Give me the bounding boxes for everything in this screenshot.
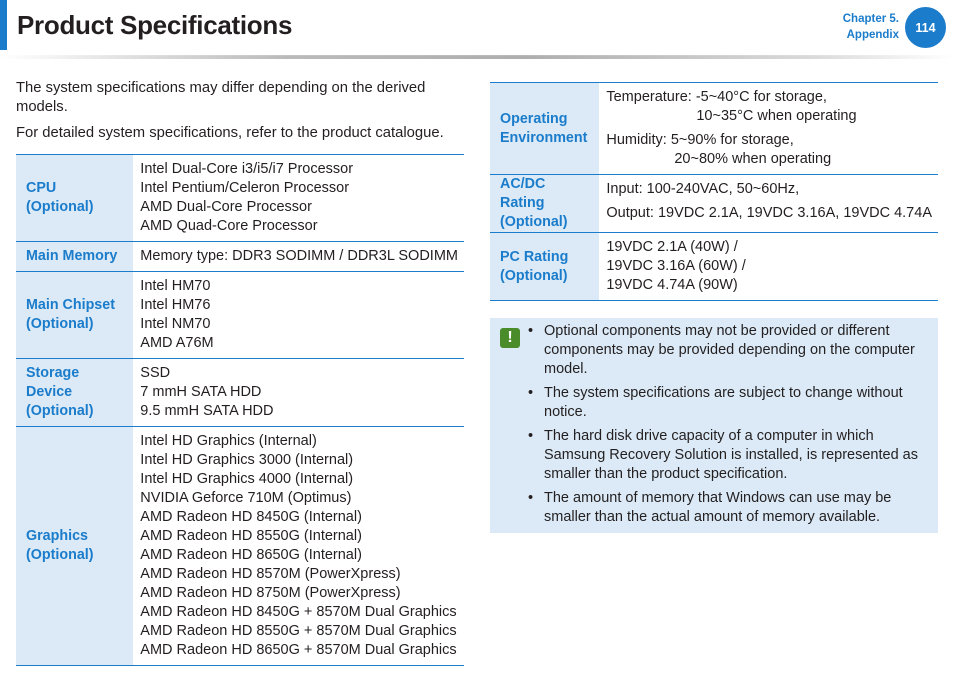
spec-line: AMD Dual-Core Processor [140,199,312,215]
spec-row-acdc-rating [490,175,938,233]
caution-note-box [490,318,938,533]
spec-line: Memory type: DDR3 SODIMM / DDR3L SODIMM [140,248,458,264]
exclamation-icon: ! [500,328,520,348]
page-number-badge: 114 [905,7,946,48]
spec-row-pc-rating [490,233,938,301]
spec-line: 10~35°C when operating [696,108,857,124]
spec-label: Operating Environment [490,83,599,175]
spec-line: AMD A76M [140,335,214,351]
spec-value [133,242,464,272]
note-list [526,322,932,532]
spec-label: Main Chipset (Optional) [16,272,133,359]
spec-line: Input: 100-240VAC, 50~60Hz, [606,181,800,197]
spec-line: AMD Radeon HD 8550G (Internal) [140,528,362,544]
header-accent-bar [0,0,7,50]
spec-value [599,175,938,233]
spec-line: Intel HD Graphics 4000 (Internal) [140,471,354,487]
spec-row-graphics [16,427,464,666]
spec-line: NVIDIA Geforce 710M (Optimus) [140,490,352,506]
spec-line: SSD [140,365,171,381]
spec-line: AMD Quad-Core Processor [140,218,318,234]
spec-value [133,272,464,359]
spec-line: AMD Radeon HD 8570M (PowerXpress) [140,566,401,582]
spec-line: Intel HM70 [140,278,211,294]
spec-value [133,359,464,427]
spec-line: Output: 19VDC 2.1A, 19VDC 3.16A, 19VDC 4.74A [606,205,932,221]
intro-paragraph-1: The system specifications may differ depending on the derived models. [16,80,426,115]
spec-label: CPU (Optional) [16,155,133,242]
spec-row-cpu [16,155,464,242]
spec-label: PC Rating (Optional) [490,233,599,301]
header-divider [0,52,954,59]
spec-row-main-chipset [16,272,464,359]
spec-line: Intel HD Graphics 3000 (Internal) [140,452,354,468]
spec-line: Humidity: 5~90% for storage, [606,132,794,148]
spec-line: AMD Radeon HD 8750M (PowerXpress) [140,585,401,601]
spec-line: 19VDC 2.1A (40W) / [606,239,738,255]
spec-line: 20~80% when operating [674,151,832,167]
note-item: • The amount of memory that Windows can use may be smaller than the actual amount of memory available. [526,489,932,527]
note-item: • Optional components may not be provided or different components may be provided depending on the computer model. [526,322,932,379]
spec-line: AMD Radeon HD 8450G + 8570M Dual Graphics [140,604,457,620]
note-item: • The system specifications are subject to change without notice. [526,384,932,422]
spec-row-operating-environment [490,83,938,175]
spec-line: Intel NM70 [140,316,211,332]
spec-value [599,83,938,175]
note-item: • The hard disk drive capacity of a computer in which Samsung Recovery Solution is installed, is represented as smaller than the product specification. [526,427,932,484]
spec-row-main-memory [16,242,464,272]
spec-line: Intel HD Graphics (Internal) [140,433,317,449]
spec-table-right [490,82,938,301]
page-title: Product Specifications [17,10,293,40]
spec-line: 9.5 mmH SATA HDD [140,403,274,419]
spec-line: AMD Radeon HD 8450G (Internal) [140,509,362,525]
spec-line: Intel Pentium/Celeron Processor [140,180,350,196]
spec-value [133,427,464,666]
spec-label: Graphics (Optional) [16,427,133,666]
spec-line: Temperature: -5~40°C for storage, [606,89,827,105]
spec-line: 19VDC 3.16A (60W) / [606,258,746,274]
spec-row-storage [16,359,464,427]
chapter-number: Chapter 5. [842,13,899,25]
spec-line: Intel Dual-Core i3/i5/i7 Processor [140,161,354,177]
spec-label: Storage Device (Optional) [16,359,133,427]
spec-value [133,155,464,242]
spec-table-left [16,154,464,666]
spec-label: Main Memory [16,242,133,272]
spec-label: AC/DC Rating (Optional) [490,175,599,233]
spec-line: AMD Radeon HD 8650G + 8570M Dual Graphics [140,642,457,658]
spec-value [599,233,938,301]
spec-line: AMD Radeon HD 8650G (Internal) [140,547,362,563]
intro-paragraph-2: For detailed system specifications, refer to the product catalogue. [16,125,444,141]
spec-line: Intel HM76 [140,297,211,313]
spec-line: AMD Radeon HD 8550G + 8570M Dual Graphics [140,623,457,639]
chapter-name: Appendix [846,29,899,41]
spec-line: 7 mmH SATA HDD [140,384,262,400]
spec-line: 19VDC 4.74A (90W) [606,277,738,293]
intro-text [16,79,466,150]
chapter-label[interactable] [843,11,899,43]
